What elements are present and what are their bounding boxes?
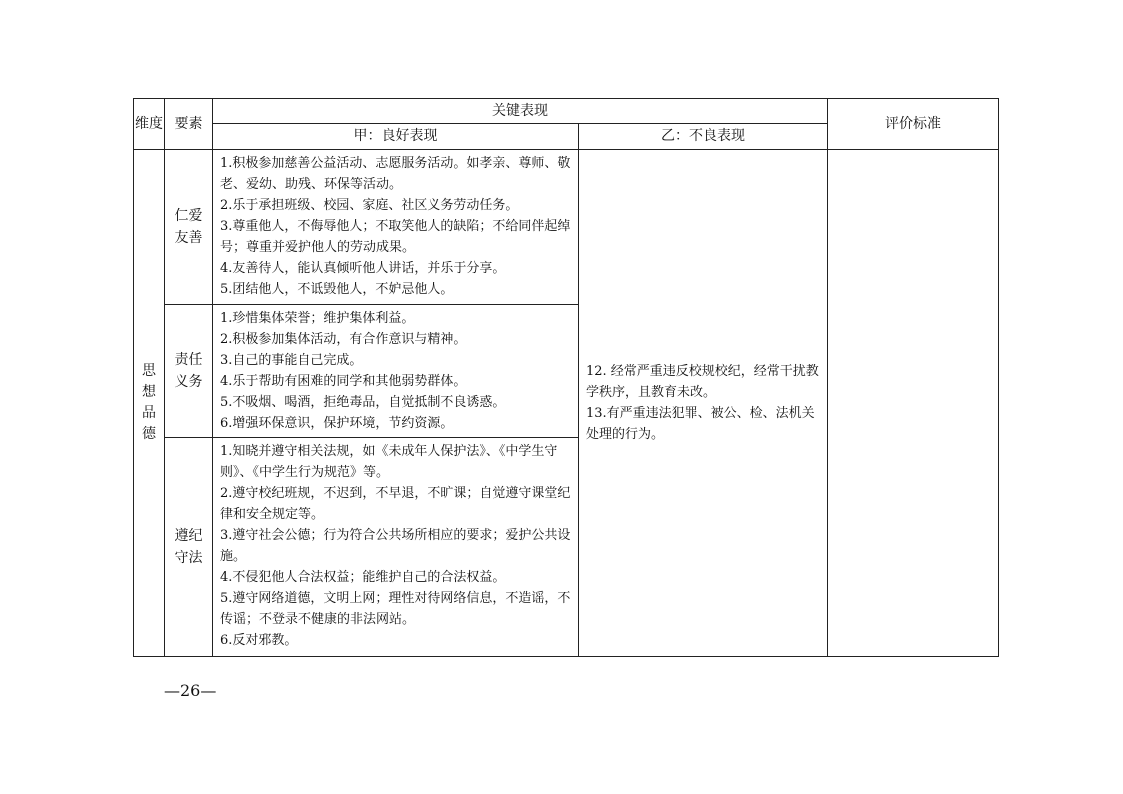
list-item: 5.遵守网络道德，文明上网；理性对待网络信息，不造谣，不传谣；不登录不健康的非法网站。	[220, 591, 571, 627]
dimension-cell	[134, 150, 165, 657]
header-bad: 乙：不良表现	[579, 124, 828, 150]
bad-items-cell	[579, 150, 828, 657]
good-items-cell-2	[213, 305, 579, 438]
list-item: 2.积极参加集体活动，有合作意识与精神。	[220, 332, 467, 347]
list-item: 1.积极参加慈善公益活动、志愿服务活动。如孝亲、尊师、敬老、爱幼、助残、环保等活动。	[220, 156, 571, 192]
element-cell-1	[165, 150, 213, 305]
header-dimension-label: 维度	[135, 115, 163, 132]
header-dimension	[134, 99, 165, 150]
header-key-performance: 关键表现	[213, 99, 828, 124]
header-criteria: 评价标准	[828, 99, 999, 150]
list-item: 3.尊重他人，不侮辱他人；不取笑他人的缺陷；不给同伴起绰号；尊重并爱护他人的劳动成果。	[220, 219, 571, 255]
element-cell-2	[165, 305, 213, 438]
list-item: 4.不侵犯他人合法权益；能维护自己的合法权益。	[220, 570, 506, 585]
list-item: 2.乐于承担班级、校园、家庭、社区义务劳动任务。	[220, 198, 519, 213]
list-item: 1.知晓并遵守相关法规，如《未成年人保护法》、《中学生守则》、《中学生行为规范》等。	[220, 444, 558, 480]
header-row-top	[134, 99, 999, 124]
list-item: 4.友善待人，能认真倾听他人讲话，并乐于分享。	[220, 261, 506, 276]
evaluation-table	[133, 98, 999, 657]
table-row-group-1	[134, 150, 999, 305]
list-item: 1.珍惜集体荣誉；维护集体利益。	[220, 311, 415, 326]
list-item: 3.自己的事能自己完成。	[220, 353, 363, 368]
list-item: 12. 经常严重违反校规校纪，经常干扰教学秩序，且教育未改。	[586, 364, 819, 400]
list-item: 2.遵守校纪班规，不迟到，不早退，不旷课；自觉遵守课堂纪律和安全规定等。	[220, 486, 571, 522]
element-label-3: 遵纪守法	[174, 528, 203, 566]
criteria-cell	[828, 150, 999, 657]
list-item: 5.团结他人，不诋毁他人，不妒忌他人。	[220, 282, 454, 297]
list-item: 3.遵守社会公德；行为符合公共场所相应的要求；爱护公共设施。	[220, 528, 571, 564]
page-number: —26—	[164, 681, 217, 700]
list-item: 6.增强环保意识，保护环境，节约资源。	[220, 416, 454, 431]
list-item: 6.反对邪教。	[220, 633, 298, 648]
good-items-cell-3	[213, 438, 579, 657]
header-good: 甲：良好表现	[213, 124, 579, 150]
dimension-label: 思想品德	[142, 363, 156, 442]
element-label-2: 责任义务	[174, 352, 203, 390]
list-item: 13.有严重违法犯罪、被公、检、法机关处理的行为。	[586, 406, 815, 442]
list-item: 5.不吸烟、喝酒，拒绝毒品，自觉抵制不良诱惑。	[220, 395, 506, 410]
element-label-1: 仁爱友善	[174, 208, 203, 246]
good-items-cell-1	[213, 150, 579, 305]
header-element: 要素	[165, 99, 213, 150]
element-cell-3	[165, 438, 213, 657]
list-item: 4.乐于帮助有困难的同学和其他弱势群体。	[220, 374, 467, 389]
